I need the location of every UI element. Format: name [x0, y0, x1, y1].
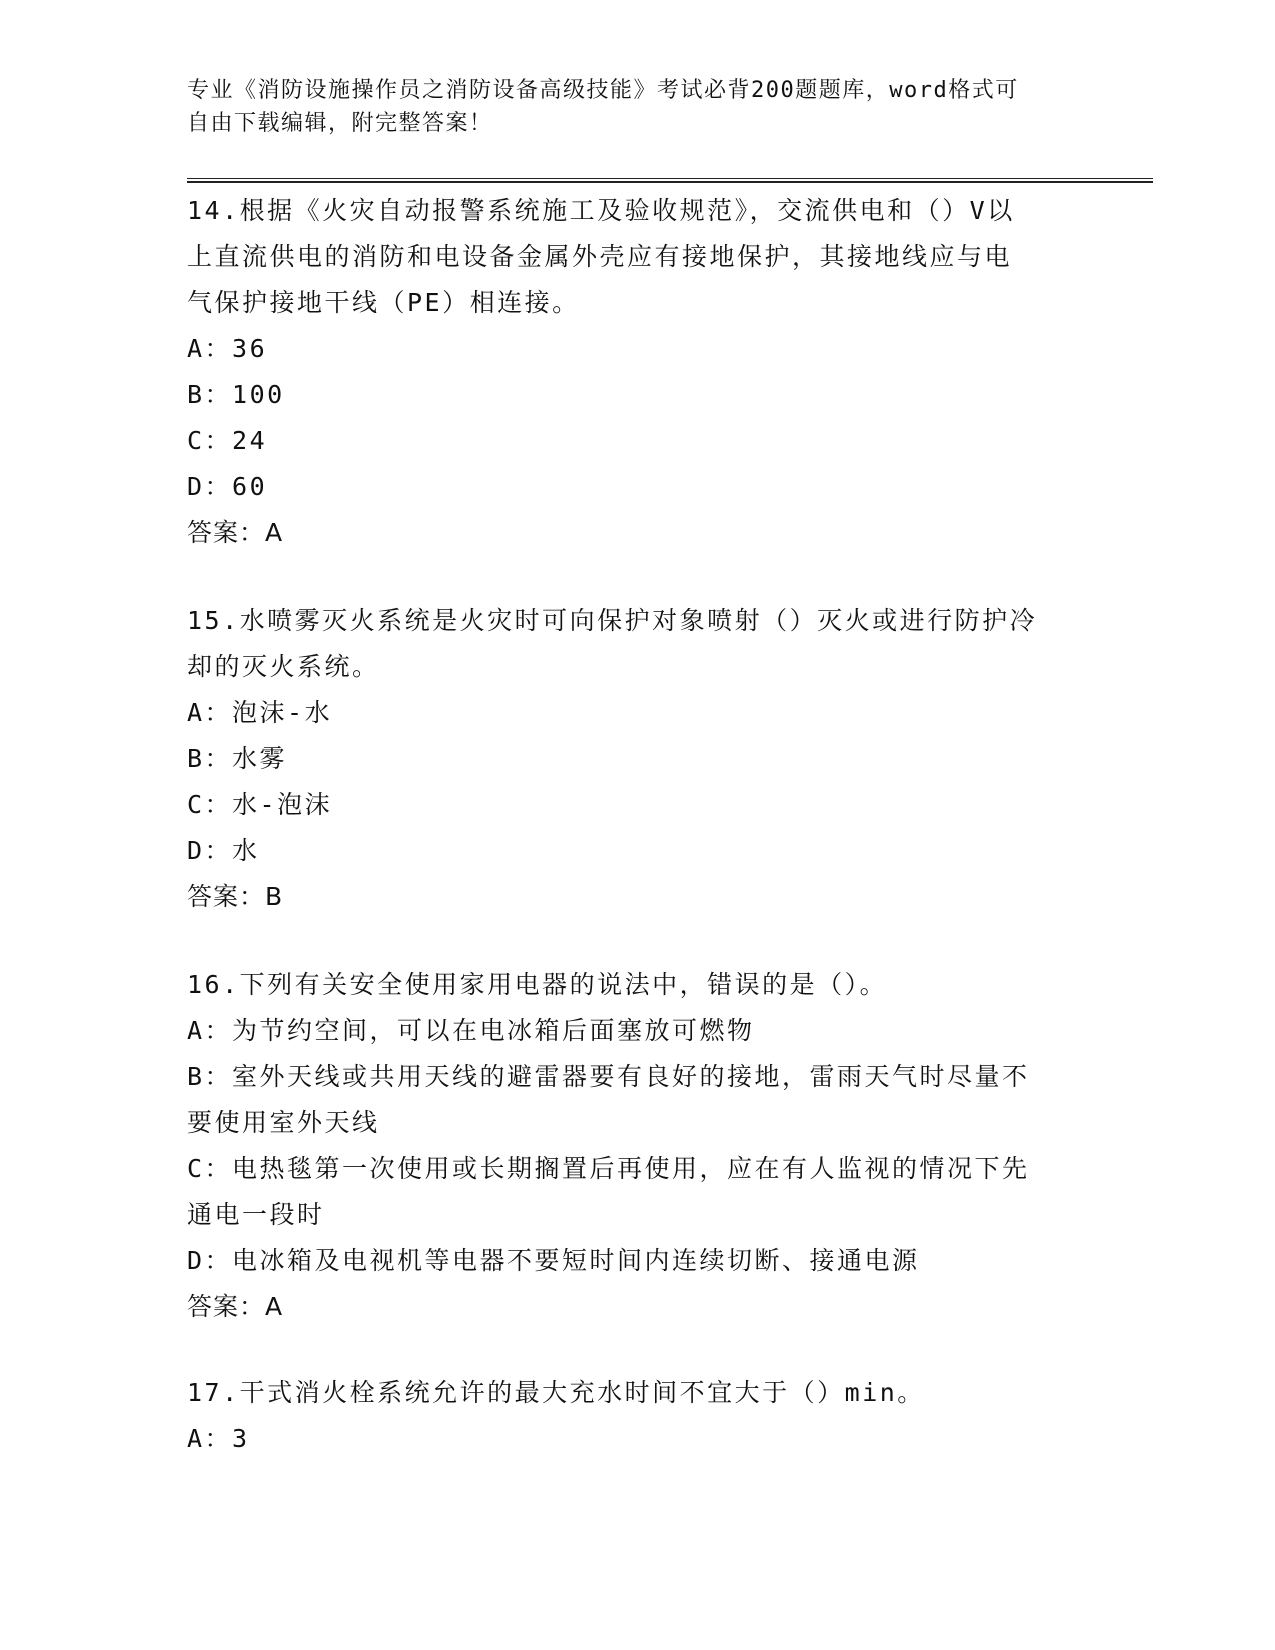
- option-d: D：60: [187, 472, 268, 501]
- question-16: [187, 962, 1087, 1330]
- answer-line: 答案：A: [187, 1292, 284, 1321]
- question-text-line: 上直流供电的消防和电设备金属外壳应有接地保护，其接地线应与电: [187, 242, 1013, 271]
- option-a: A：为节约空间，可以在电冰箱后面塞放可燃物: [187, 1016, 755, 1045]
- option-a: A：3: [187, 1424, 250, 1453]
- option-b-continued: 要使用室外天线: [187, 1108, 380, 1137]
- question-text-line: 16.下列有关安全使用家用电器的说法中，错误的是（）。: [187, 970, 888, 999]
- option-b: B：室外天线或共用天线的避雷器要有良好的接地，雷雨天气时尽量不: [187, 1062, 1030, 1091]
- question-text-line: 却的灭火系统。: [187, 652, 380, 681]
- answer-line: 答案：A: [187, 518, 284, 547]
- header-line-1: 专业《消防设施操作员之消防设备高级技能》考试必背200题题库，word格式可: [187, 78, 1019, 103]
- question-text-line: 气保护接地干线（PE）相连接。: [187, 288, 580, 317]
- question-15: [187, 598, 1087, 920]
- header-line-2: 自由下载编辑，附完整答案！: [187, 111, 493, 136]
- option-a: A：36: [187, 334, 268, 363]
- option-b: B：水雾: [187, 744, 288, 773]
- option-d: D：水: [187, 836, 260, 865]
- option-c: C：电热毯第一次使用或长期搁置后再使用，应在有人监视的情况下先: [187, 1154, 1030, 1183]
- option-c: C：24: [187, 426, 268, 455]
- option-d: D：电冰箱及电视机等电器不要短时间内连续切断、接通电源: [187, 1246, 920, 1275]
- question-text-line: 17.干式消火栓系统允许的最大充水时间不宜大于（）min。: [187, 1378, 925, 1407]
- option-c-continued: 通电一段时: [187, 1200, 325, 1229]
- option-a: A：泡沫-水: [187, 698, 333, 727]
- option-b: B：100: [187, 380, 285, 409]
- header-divider: [187, 178, 1153, 183]
- question-text-line: 15.水喷雾灭火系统是火灾时可向保护对象喷射（）灭火或进行防护冷: [187, 606, 1038, 635]
- question-14: [187, 188, 1087, 556]
- document-header: [187, 74, 1067, 140]
- question-text-line: 14.根据《火灾自动报警系统施工及验收规范》，交流供电和（）V以: [187, 196, 1015, 225]
- question-17: [187, 1370, 1087, 1462]
- option-c: C：水-泡沫: [187, 790, 333, 819]
- answer-line: 答案：B: [187, 882, 284, 911]
